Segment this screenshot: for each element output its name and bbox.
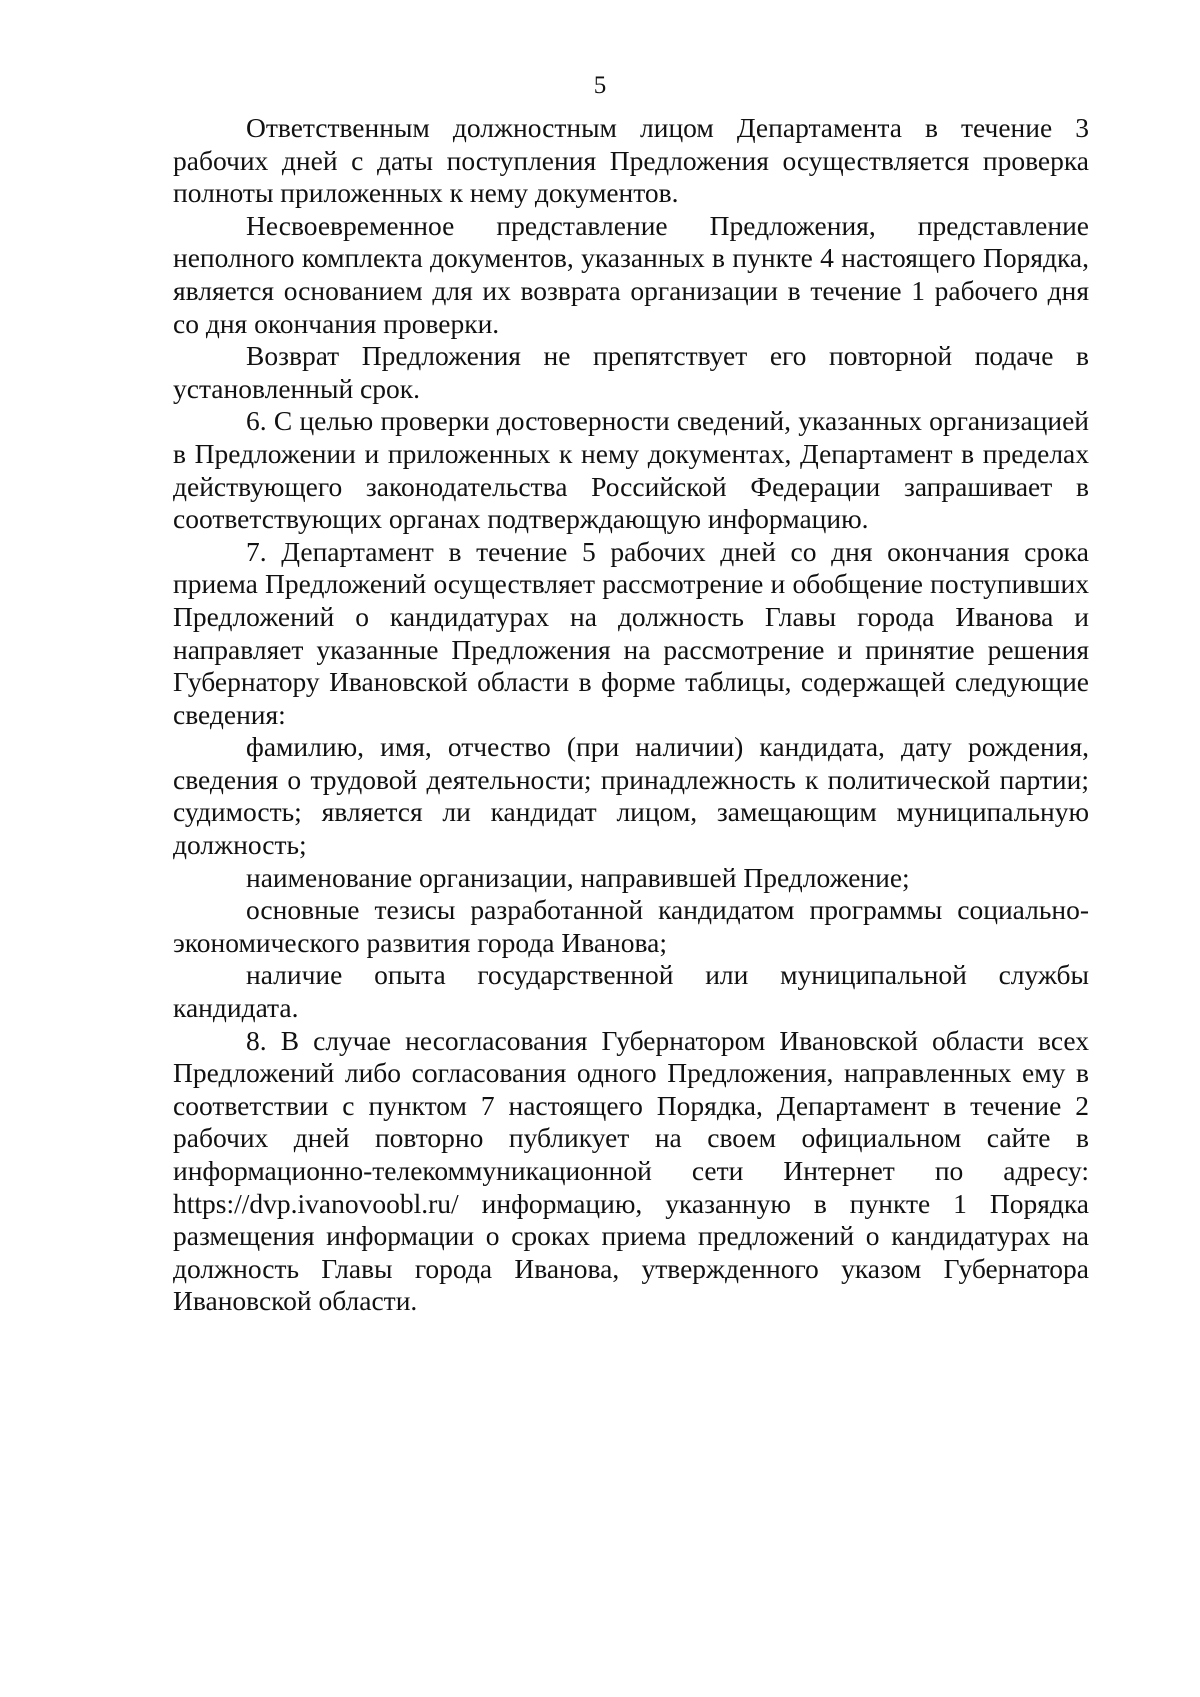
list-item-candidate-info: фамилию, имя, отчество (при наличии) кандидата, дату рождения, сведения о трудовой деятельности; принадлежность к политической партии; судимость; является ли кандидат лицом, замещающим муниципальную должность; — [173, 731, 1089, 861]
list-item-program-theses: основные тезисы разработанной кандидатом программы социально-экономического развития города Иванова; — [173, 894, 1089, 958]
page-number: 5 — [593, 72, 607, 99]
list-item-organization: наименование организации, направившей Предложение; — [246, 861, 910, 893]
paragraph-verification: Ответственным должностным лицом Департамента в течение 3 рабочих дней с даты поступления Предложения осуществляется проверка полноты приложенных к нему документов. — [173, 112, 1089, 209]
paragraph-item-6: 6. С целью проверки достоверности сведений, указанных организацией в Предложении и приложенных к нему документах, Департамент в пределах действующего законодательства Российской Федерации запрашивает в соответствующих органах подтверждающую информацию. — [173, 405, 1089, 535]
paragraph-resubmission: Возврат Предложения не препятствует его повторной подаче в установленный срок. — [173, 340, 1089, 404]
paragraph-item-7: 7. Департамент в течение 5 рабочих дней со дня окончания срока приема Предложений осуществляет рассмотрение и обобщение поступивших Предложений о кандидатурах на должность Главы города Иванова и направляет указанные Предложения на рассмотрение и принятие решения Губернатору Ивановской области в форме таблицы, содержащей следующие сведения: — [173, 535, 1089, 730]
list-item-service-experience: наличие опыта государственной или муниципальной службы кандидата. — [173, 959, 1089, 1024]
paragraph-item-8: 8. В случае несогласования Губернатором Ивановской области всех Предложений либо согласования одного Предложения, направленных ему в соответствии с пунктом 7 настоящего Порядка, Департамент в течение 2 рабочих дней повторно публикует на своем официальном сайте в информационно-телекоммуникационной сети Интернет по адресу: https://dvp.ivanovoobl.ru/ информацию, указанную в пункте 1 Порядка размещения информации о сроках приема предложений о кандидатурах на должность Главы города Иванова, утвержденного указом Губернатора Ивановской области. — [173, 1024, 1089, 1317]
paragraph-untimely-submission: Несвоевременное представление Предложения, представление неполного комплекта документов, указанных в пункте 4 настоящего Порядка, является основанием для их возврата организации в течение 1 рабочего дня со дня окончания проверки. — [173, 209, 1089, 339]
document-body — [173, 112, 1089, 1318]
